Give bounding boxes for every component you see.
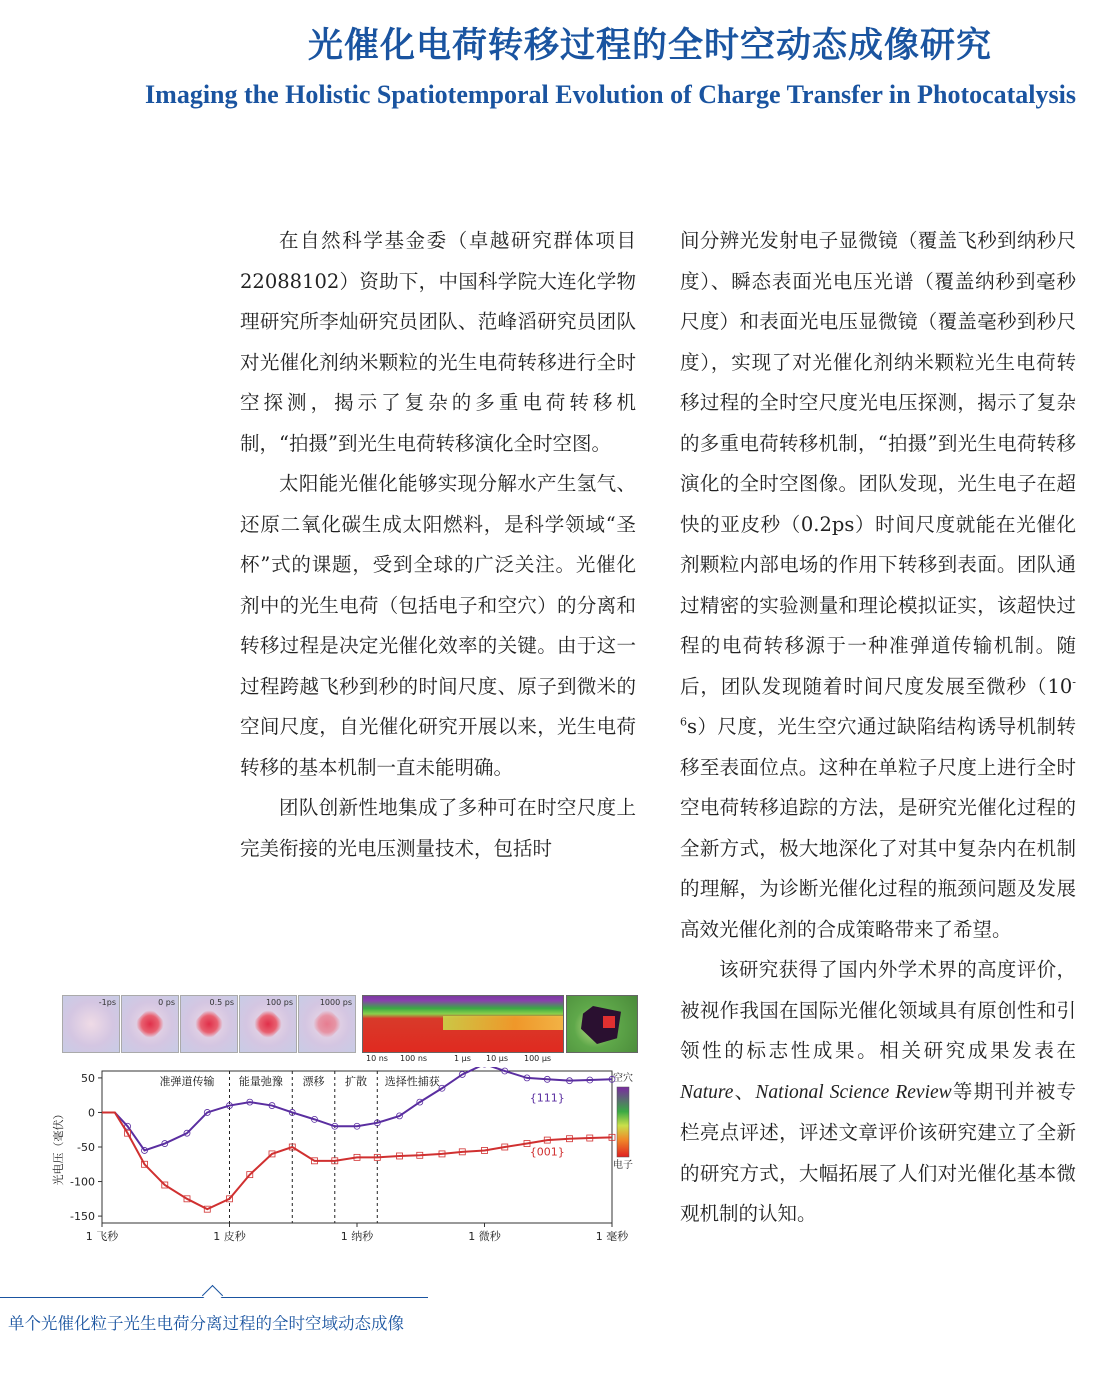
title-chinese: 光催化电荷转移过程的全时空动态成像研究 bbox=[307, 26, 992, 66]
figure-caption: 单个光催化粒子光生电荷分离过程的全时空域动态成像 bbox=[8, 1314, 404, 1333]
y-tick-label: 50 bbox=[81, 1071, 95, 1085]
figure bbox=[48, 995, 638, 1250]
y-tick-label: -150 bbox=[70, 1210, 95, 1224]
caption-notch bbox=[202, 1285, 223, 1306]
journal-nature: Nature bbox=[680, 1081, 734, 1103]
spv-tick-label: 100 μs bbox=[524, 1054, 552, 1063]
region-label: 选择性捕获 bbox=[384, 1075, 440, 1088]
x-tick-label: 1 毫秒 bbox=[595, 1230, 629, 1243]
spv-tick-label: 10 μs bbox=[486, 1054, 508, 1063]
region-label: 能量弛豫 bbox=[238, 1075, 283, 1088]
paragraph-methods-cont bbox=[680, 221, 1076, 950]
paragraph-methods-start: 团队创新性地集成了多种可在时空尺度上完美衔接的光电压测量技术，包括时 bbox=[240, 796, 636, 860]
series-label: {111} bbox=[529, 1091, 565, 1105]
peem-frame bbox=[62, 995, 120, 1053]
article-column-left bbox=[240, 221, 636, 869]
spv-tick-label: 100 ns bbox=[400, 1054, 428, 1063]
peem-frame bbox=[298, 995, 356, 1053]
frame-label: 100 ps bbox=[265, 998, 293, 1007]
methods-text-b: s）尺度，光生空穴通过缺陷结构诱导机制转移至表面位点。这种在单粒子尺度上进行全时空电荷转移追踪的方法，是研究光催化过程的全新方式，极大地深化了对其中复杂内在机制的理解，为诊断光催化过程的瓶颈问题及发展高效光催化剂的合成策略带来了希望。 bbox=[680, 715, 1076, 941]
y-tick-label: 0 bbox=[88, 1106, 95, 1120]
frame-label: 0 ps bbox=[158, 998, 175, 1007]
y-tick-label: -100 bbox=[70, 1175, 95, 1189]
frame-label: -1ps bbox=[98, 998, 116, 1007]
region-label: 准弹道传输 bbox=[159, 1075, 215, 1088]
spv-tick-label: 10 ns bbox=[366, 1054, 388, 1063]
paragraph-funding: 在自然科学基金委（卓越研究群体项目 22088102）资助下，中国科学院大连化学物理研究所李灿研究员团队、范峰滔研究员团队对光催化剂纳米颗粒的光生电荷转移进行全时空探测，揭示了复杂的多重电荷转移机制，“拍摄”到光生电荷转移演化全时空图。 bbox=[240, 229, 636, 455]
exponent: -6 bbox=[680, 675, 1076, 729]
y-tick-label: -50 bbox=[77, 1141, 95, 1154]
journal-nsr: National Science Review bbox=[755, 1081, 952, 1103]
x-tick-label: 1 飞秒 bbox=[85, 1230, 119, 1243]
article-column-right bbox=[680, 221, 1076, 1235]
region-label: 漂移 bbox=[302, 1075, 325, 1088]
x-tick-label: 1 纳秒 bbox=[340, 1230, 374, 1243]
paragraph-background: 太阳能光催化能够实现分解水产生氢气、还原二氧化碳生成太阳燃料，是科学领域“圣杯”式的课题，受到全球的广泛关注。光催化剂中的光生电荷（包括电子和空穴）的分离和转移过程是决定光催化效率的关键。由于这一过程跨越飞秒到秒的时间尺度、原子到微米的空间尺度，自光催化研究开展以来，光生电荷转移的基本机制一直未能明确。 bbox=[240, 472, 636, 779]
photovoltage-chart bbox=[48, 1067, 638, 1250]
frame-label: 1000 ps bbox=[319, 998, 352, 1007]
impact-text-a: 该研究获得了国内外学术界的高度评价，被视作我国在国际光催化领域具有原创性和引领性的标志性成果。相关研究成果发表在 bbox=[680, 958, 1076, 1062]
impact-text-b: 等期刊并被专栏亮点评述，评述文章评价该研究建立了全新的研究方式，大幅拓展了人们对光催化基本微观机制的认知。 bbox=[680, 1079, 1076, 1225]
colorbar-bottom-label: 电子 bbox=[613, 1160, 633, 1171]
series-label: {001} bbox=[529, 1145, 565, 1159]
title-english: Imaging the Holistic Spatiotemporal Evolution of Charge Transfer in Photocatalysis bbox=[145, 80, 1076, 109]
spv-heatmap bbox=[362, 995, 564, 1053]
colorbar-top-label: 空穴 bbox=[613, 1073, 633, 1084]
peem-frame bbox=[180, 995, 238, 1053]
methods-text-a: 间分辨光发射电子显微镜（覆盖飞秒到纳秒尺度）、瞬态表面光电压光谱（覆盖纳秒到毫秒尺度）和表面光电压显微镜（覆盖毫秒到秒尺度），实现了对光催化剂纳米颗粒光生电荷转移过程的全时空尺度光电压探测，揭示了复杂的多重电荷转移机制，“拍摄”到光生电荷转移演化的全时空图像。团队发现，光生电子在超快的亚皮秒（0.2ps）时间尺度就能在光催化剂颗粒内部电场的作用下转移到表面。团队通过精密的实验测量和理论模拟证实，该超快过程的电荷转移源于一种准弹道传输机制。随后，团队发现随着时间尺度发展至微秒（10 bbox=[680, 229, 1076, 698]
region-label: 扩散 bbox=[345, 1075, 368, 1088]
colorbar bbox=[617, 1087, 629, 1157]
x-tick-label: 1 微秒 bbox=[468, 1230, 501, 1243]
spv-tick-label: 1 μs bbox=[454, 1054, 471, 1063]
x-tick-label: 1 皮秒 bbox=[213, 1230, 246, 1243]
spv-time-axis bbox=[362, 1054, 564, 1066]
journal-separator: 、 bbox=[733, 1079, 756, 1103]
frame-label: 0.5 ps bbox=[209, 998, 234, 1007]
peem-frame bbox=[121, 995, 179, 1053]
spvm-particle-image bbox=[566, 995, 638, 1053]
paragraph-impact bbox=[680, 950, 1076, 1235]
y-axis-label: 光电压（毫伏） bbox=[52, 1108, 65, 1186]
peem-frame bbox=[239, 995, 297, 1053]
